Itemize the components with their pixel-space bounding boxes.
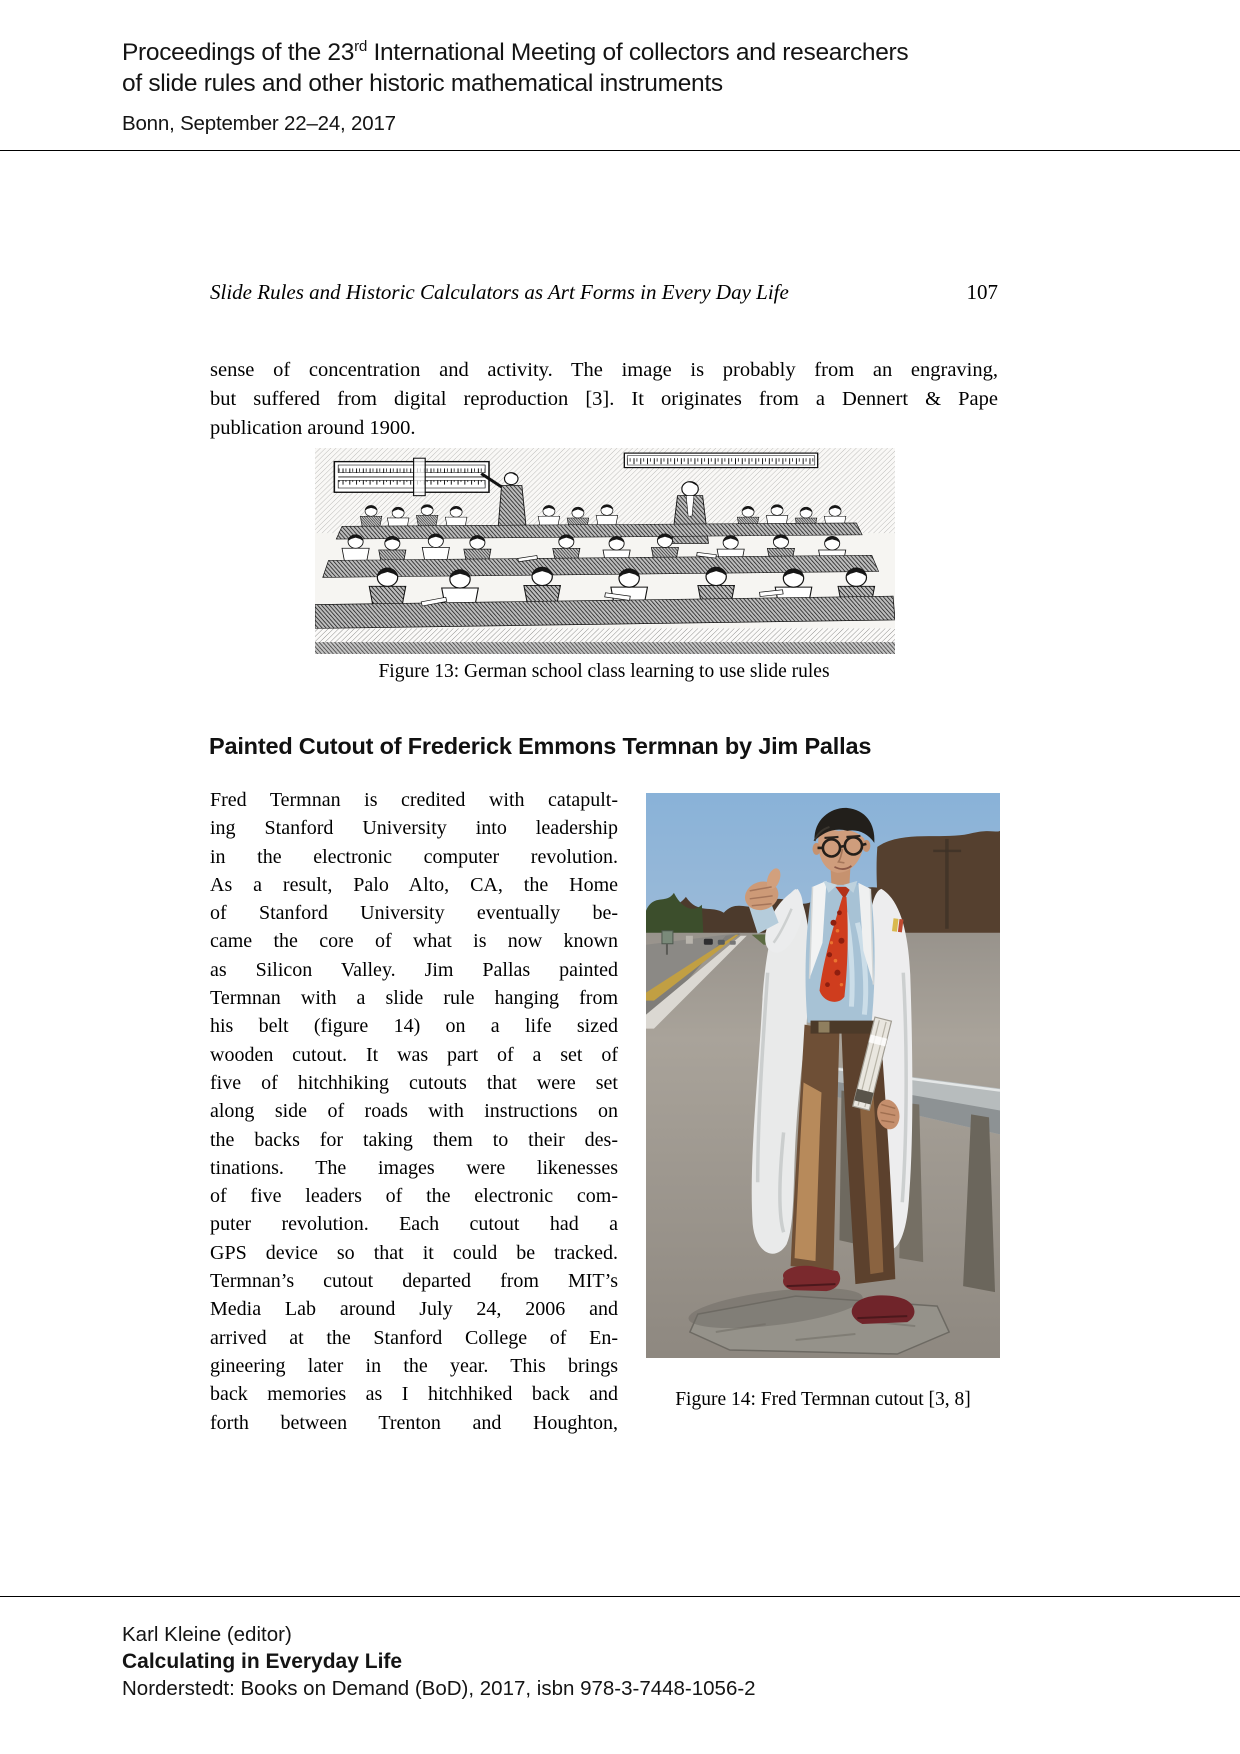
body-line: As a result, Palo Alto, CA, the Home <box>210 873 618 896</box>
intro-line: but suffered from digital reproduction [3]. It originates from a Dennert & Pape <box>210 388 998 411</box>
figure14-caption: Figure 14: Fred Termnan cutout [3, 8] <box>675 1389 971 1410</box>
footer-block <box>122 1622 756 1702</box>
body-line: puter revolution. Each cutout had a <box>210 1213 618 1236</box>
header-date: Bonn, September 22–24, 2017 <box>122 112 396 136</box>
section-heading: Painted Cutout of Frederick Emmons Termnan by Jim Pallas <box>209 733 872 759</box>
body-line: Fred Termnan is credited with catapult- <box>210 789 618 811</box>
body-line: in the electronic computer revolution. <box>210 845 618 868</box>
floor-shadow <box>315 642 895 654</box>
figure13-image <box>315 448 895 654</box>
body-line: as Silicon Valley. Jim Pallas painted <box>210 958 618 981</box>
body-line: Termnan’s cutout departed from MIT’s <box>210 1270 618 1293</box>
header-block <box>122 31 908 136</box>
footer-publisher: Norderstedt: Books on Demand (BoD), 2017, isbn 978-3-7448-1056-2 <box>122 1677 756 1700</box>
body-line: wooden cutout. It was part of a set of <box>210 1043 618 1066</box>
body-line: forth between Trenton and Houghton, <box>210 1411 618 1434</box>
page-number: 107 <box>966 280 998 304</box>
intro-line: publication around 1900. <box>210 417 416 440</box>
body-line: five of hitchhiking cutouts that were set <box>210 1071 618 1094</box>
bottom-rule <box>0 1596 1240 1597</box>
body-line: of five leaders of the electronic com- <box>210 1185 618 1208</box>
figure14-image <box>646 793 1000 1358</box>
body-line: his belt (figure 14) on a life sized <box>210 1015 618 1038</box>
intro-paragraph <box>210 356 998 444</box>
body-line: the backs for taking them to their des- <box>210 1128 618 1151</box>
top-rule <box>0 150 1240 151</box>
body-line: back memories as I hitchhiked back and <box>210 1383 618 1406</box>
footer-book-title: Calculating in Everyday Life <box>122 1650 403 1673</box>
body-column <box>210 786 618 1437</box>
body-line: of Stanford University eventually be- <box>210 902 618 925</box>
body-line: came the core of what is now known <box>210 930 618 953</box>
intro-line: sense of concentration and activity. The image is probably from an engraving, <box>210 359 998 381</box>
body-line: gineering later in the year. This brings <box>210 1354 618 1377</box>
body-line: tinations. The images were likenesses <box>210 1156 618 1179</box>
wall-chart-rule <box>624 453 817 467</box>
body-line: along side of roads with instructions on <box>210 1100 618 1123</box>
footer-editor: Karl Kleine (editor) <box>122 1623 292 1646</box>
body-line: ing Stanford University into leadership <box>210 817 618 840</box>
wall-slide-rule <box>334 458 489 495</box>
body-line: GPS device so that it could be tracked. <box>210 1241 618 1264</box>
running-head <box>210 280 998 305</box>
ordinal-superscript: rd <box>354 38 367 55</box>
body-line: arrived at the Stanford College of En- <box>210 1326 618 1349</box>
figure13-caption: Figure 13: German school class learning to use slide rules <box>378 661 830 682</box>
body-line: Media Lab around July 24, 2006 and <box>210 1298 618 1321</box>
body-line: Termnan with a slide rule hanging from <box>210 987 618 1010</box>
utility-pole <box>945 839 948 929</box>
header-line-1: Proceedings of the 23rd International Meeting of collectors and researchers <box>122 38 909 67</box>
header-line-2: of slide rules and other historic mathematical instruments <box>122 70 723 98</box>
running-head-title: Slide Rules and Historic Calculators as Art Forms in Every Day Life <box>210 280 789 304</box>
